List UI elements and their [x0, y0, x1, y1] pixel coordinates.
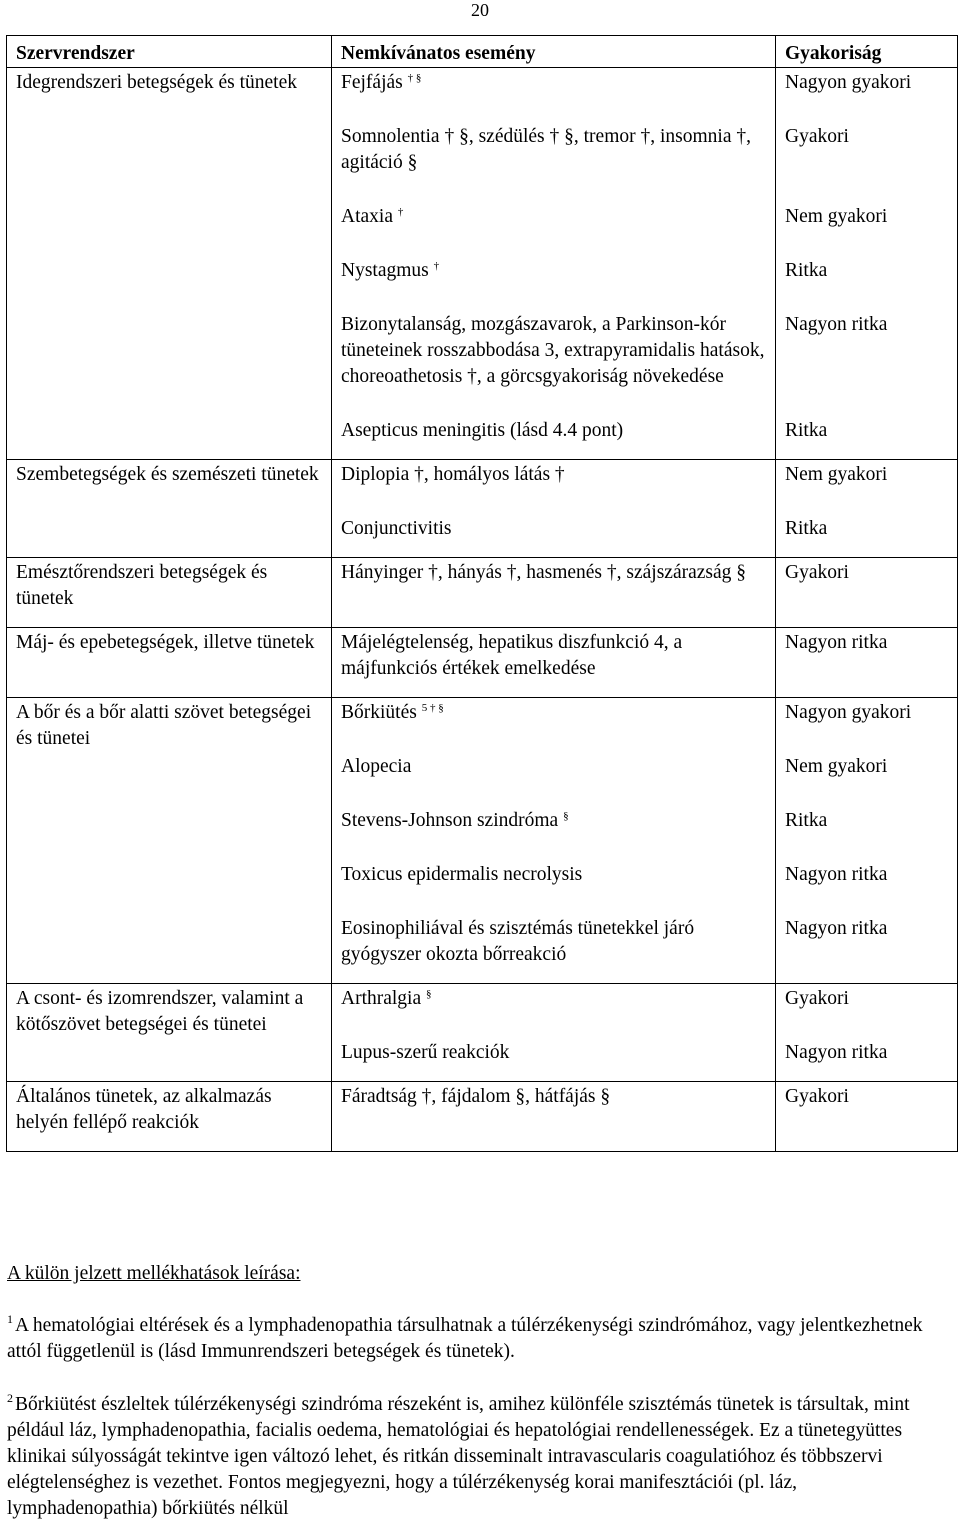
adverse-event: [341, 258, 767, 284]
header-frequency: Gyakoriság: [776, 36, 958, 68]
adverse-event: [341, 516, 767, 542]
footnote-text: A hematológiai eltérések és a lymphadenopathia társulhatnak a túlérzékenységi szindrómához, vagy jelentkezhetnek attól függetlenül is (lásd Immunrendszeri betegségek és tünetek).: [7, 1315, 923, 1362]
adverse-event-text: Toxicus epidermalis necrolysis: [341, 864, 583, 885]
adverse-event-text: Conjunctivitis: [341, 518, 452, 539]
organ-system-cell: [7, 984, 332, 1082]
frequency-value: Nem gyakori: [785, 206, 888, 227]
organ-system-label: Emésztőrendszeri betegségek és tünetek: [16, 562, 268, 609]
header-organ: Szervrendszer: [7, 36, 332, 68]
footnotes-heading: A külön jelzett mellékhatások leírása:: [7, 1263, 301, 1284]
adverse-event: [341, 462, 767, 488]
adverse-events-table: [6, 35, 958, 1152]
adverse-event-text: Bőrkiütés: [341, 702, 417, 723]
adverse-event-text: Alopecia: [341, 756, 412, 777]
table-row: [7, 698, 958, 984]
table-row: [7, 68, 958, 460]
table-row: [7, 984, 958, 1082]
adverse-event-text: Stevens-Johnson szindróma: [341, 810, 559, 831]
frequency-value: Nagyon ritka: [785, 918, 888, 939]
table-row: [7, 628, 958, 698]
organ-system-label: Szembetegségek és szemészeti tünetek: [16, 464, 319, 485]
adverse-event-text: Fejfájás: [341, 72, 403, 93]
organ-system-cell: [7, 460, 332, 558]
table-row: [7, 558, 958, 628]
frequency-cell: [776, 558, 958, 628]
frequency-value: Ritka: [785, 260, 828, 281]
frequency-value: Nem gyakori: [785, 464, 888, 485]
adverse-event: [341, 808, 767, 834]
adverse-event: [341, 204, 767, 230]
adverse-event-cell: [332, 628, 776, 698]
frequency-value: Ritka: [785, 810, 828, 831]
adverse-event-text: Hányinger †, hányás †, hasmenés †, szájszárazság §: [341, 562, 747, 583]
frequency-value: Nagyon ritka: [785, 632, 888, 653]
adverse-event-cell: [332, 558, 776, 628]
footnote-1: [7, 1313, 952, 1365]
frequency-cell: [776, 984, 958, 1082]
adverse-event-text: Asepticus meningitis (lásd 4.4 pont): [341, 420, 624, 441]
adverse-event: [341, 630, 767, 682]
footnote-marker: §: [426, 988, 432, 1000]
adverse-event-text: Bizonytalanság, mozgászavarok, a Parkinson-kór tüneteinek rosszabbodása 3, extrapyramidalis hatások, choreoathetosis †, a görcsgyakoriság növekedése: [341, 314, 765, 387]
adverse-event: [341, 70, 767, 96]
organ-system-cell: [7, 698, 332, 984]
frequency-value: Gyakori: [785, 126, 849, 147]
adverse-event-text: Lupus-szerű reakciók: [341, 1042, 510, 1063]
frequency-value: Nagyon ritka: [785, 1042, 888, 1063]
header-event: Nemkívánatos esemény: [332, 36, 776, 68]
table-header-row: [7, 36, 958, 68]
page-number: 20: [471, 0, 489, 20]
adverse-event-cell: [332, 1082, 776, 1152]
adverse-event-text: Nystagmus: [341, 260, 429, 281]
frequency-cell: [776, 628, 958, 698]
frequency-cell: [776, 1082, 958, 1152]
adverse-event: [341, 418, 767, 444]
organ-system-label: A csont- és izomrendszer, valamint a kötőszövet betegségei és tünetei: [16, 988, 304, 1035]
footnote-number: 2: [7, 1391, 13, 1405]
frequency-cell: [776, 698, 958, 984]
frequency-value: Nagyon ritka: [785, 864, 888, 885]
frequency-value: Nagyon ritka: [785, 314, 888, 335]
adverse-event: [341, 916, 767, 968]
organ-system-label: Máj- és epebetegségek, illetve tünetek: [16, 632, 315, 653]
footnote-marker: †: [433, 260, 440, 272]
frequency-cell: [776, 460, 958, 558]
adverse-event-cell: [332, 68, 776, 460]
organ-system-label: Idegrendszeri betegségek és tünetek: [16, 72, 297, 93]
frequency-value: Nem gyakori: [785, 756, 888, 777]
footnote-marker: 5 † §: [421, 702, 444, 714]
adverse-event-text: Ataxia: [341, 206, 393, 227]
adverse-event: [341, 1040, 767, 1066]
frequency-value: Ritka: [785, 518, 828, 539]
organ-system-cell: [7, 628, 332, 698]
organ-system-label: A bőr és a bőr alatti szövet betegségei és tünetei: [16, 702, 312, 749]
frequency-value: Ritka: [785, 420, 828, 441]
adverse-event: [341, 1084, 767, 1110]
adverse-event-text: Diplopia †, homályos látás †: [341, 464, 565, 485]
adverse-event: [341, 124, 767, 176]
frequency-cell: [776, 68, 958, 460]
organ-system-cell: [7, 558, 332, 628]
footnote-text: Bőrkiütést észleltek túlérzékenységi szindróma részeként is, amihez különféle szisztémás tünetek is társultak, mint például láz, lymphadenopathia, facialis oedema, hematológiai és hepatológiai rendellenességek. Ez a tünetegyüttes klinikai súlyosságát tekintve igen változó lehet, és ritkán disseminalt intravascularis coagulatióhoz és többszervi elégtelenséghez is vezethet. Fontos megjegyezni, hogy a túlérzékenység korai manifesztációi (pl. láz, lymphadenopathia) bőrkiütés nélkül: [7, 1394, 910, 1519]
frequency-value: Gyakori: [785, 1086, 849, 1107]
footnote-number: 1: [7, 1312, 13, 1326]
adverse-event-cell: [332, 460, 776, 558]
adverse-event-text: Májelégtelenség, hepatikus diszfunkció 4, a májfunkciós értékek emelkedése: [341, 632, 683, 679]
frequency-value: Gyakori: [785, 988, 849, 1009]
table-row: [7, 1082, 958, 1152]
footnote-marker: †: [397, 206, 404, 218]
adverse-event-text: Eosinophiliával és szisztémás tünetekkel járó gyógyszer okozta bőrreakció: [341, 918, 695, 965]
adverse-event: [341, 312, 767, 390]
frequency-value: Nagyon gyakori: [785, 702, 912, 723]
frequency-value: Gyakori: [785, 562, 849, 583]
adverse-event: [341, 700, 767, 726]
adverse-event: [341, 560, 767, 586]
table-row: [7, 460, 958, 558]
footnote-2: [7, 1392, 952, 1522]
adverse-event-text: Fáradtság †, fájdalom §, hátfájás §: [341, 1086, 611, 1107]
adverse-event: [341, 754, 767, 780]
frequency-value: Nagyon gyakori: [785, 72, 912, 93]
adverse-event-text: Arthralgia: [341, 988, 422, 1009]
organ-system-cell: [7, 1082, 332, 1152]
organ-system-cell: [7, 68, 332, 460]
adverse-event: [341, 862, 767, 888]
adverse-event-text: Somnolentia † §, szédülés † §, tremor †, insomnia †, agitáció §: [341, 126, 751, 173]
adverse-event-cell: [332, 698, 776, 984]
organ-system-label: Általános tünetek, az alkalmazás helyén fellépő reakciók: [16, 1086, 272, 1133]
footnote-marker: §: [563, 810, 569, 822]
adverse-event: [341, 986, 767, 1012]
adverse-event-cell: [332, 984, 776, 1082]
footnote-marker: † §: [407, 72, 422, 84]
